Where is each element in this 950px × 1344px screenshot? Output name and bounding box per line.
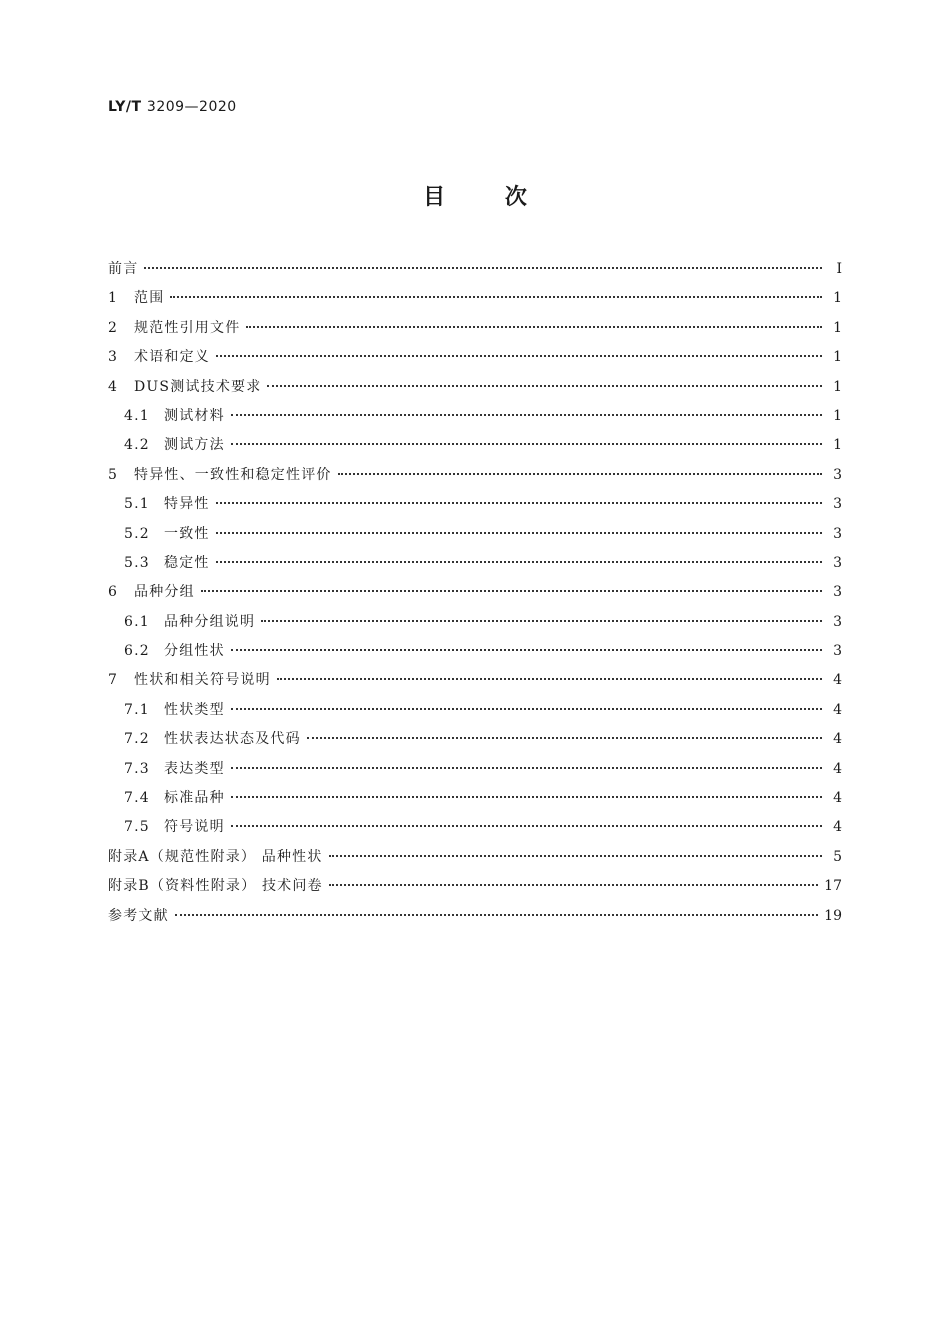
- toc-leader-dots: [144, 266, 822, 269]
- toc-entry-label: 附录A（规范性附录） 品种性状: [108, 848, 323, 865]
- toc-entry-number: 7.5: [124, 819, 150, 836]
- toc-entry-number: 4.1: [124, 407, 150, 424]
- toc-leader-dots: [267, 384, 822, 387]
- toc-entry-page: 1: [833, 319, 842, 336]
- toc-entry[interactable]: [108, 373, 842, 402]
- toc-entry[interactable]: [108, 784, 842, 813]
- toc-entry-number: 7.1: [124, 701, 150, 718]
- toc-leader-dots: [216, 560, 822, 563]
- toc-entry-number: 4: [108, 378, 119, 395]
- toc-entry-page: 4: [833, 819, 842, 836]
- toc-entry-label: 符号说明: [164, 819, 225, 836]
- toc-entry-number: 5.1: [124, 496, 150, 513]
- toc-entry[interactable]: [108, 637, 842, 666]
- standard-number: [108, 99, 237, 115]
- toc-entry[interactable]: [108, 520, 842, 549]
- toc-entry[interactable]: [108, 666, 842, 695]
- toc-entry-label: 品种分组: [134, 584, 195, 601]
- toc-entry-page: 4: [833, 731, 842, 748]
- table-of-contents: [108, 255, 842, 931]
- toc-entry-page: 3: [833, 496, 842, 513]
- toc-entry-page: 19: [824, 907, 842, 924]
- toc-entry-number: 4.2: [124, 437, 150, 454]
- toc-entry[interactable]: [108, 608, 842, 637]
- toc-entry-page: 4: [833, 701, 842, 718]
- toc-leader-dots: [231, 648, 822, 651]
- toc-entry-page: Ⅰ: [836, 261, 842, 277]
- toc-entry-label: 术语和定义: [134, 349, 210, 366]
- toc-entry-number: 7.3: [124, 760, 150, 777]
- toc-entry-number: 3: [108, 349, 119, 366]
- toc-entry-number: 5.2: [124, 525, 150, 542]
- toc-entry[interactable]: [108, 431, 842, 460]
- toc-leader-dots: [231, 795, 822, 798]
- toc-entry[interactable]: [108, 314, 842, 343]
- toc-entry[interactable]: [108, 255, 842, 284]
- title-char-left: 目: [423, 185, 446, 210]
- toc-entry-number: 7.2: [124, 731, 150, 748]
- toc-leader-dots: [231, 707, 822, 710]
- toc-entry[interactable]: [108, 549, 842, 578]
- toc-entry[interactable]: [108, 696, 842, 725]
- toc-leader-dots: [231, 766, 822, 769]
- toc-entry-page: 1: [833, 437, 842, 454]
- toc-leader-dots: [216, 531, 822, 534]
- toc-leader-dots: [231, 413, 822, 416]
- toc-entry-number: 7.4: [124, 790, 150, 807]
- toc-entry[interactable]: [108, 843, 842, 872]
- toc-entry-number: 6.1: [124, 613, 150, 630]
- toc-entry[interactable]: [108, 461, 842, 490]
- toc-entry-label: 标准品种: [164, 790, 225, 807]
- toc-entry-page: 3: [833, 643, 842, 660]
- toc-entry[interactable]: [108, 343, 842, 372]
- toc-entry[interactable]: [108, 578, 842, 607]
- toc-entry[interactable]: [108, 813, 842, 842]
- toc-entry-label: 附录B（资料性附录） 技术问卷: [108, 878, 323, 895]
- page-title: [0, 180, 950, 211]
- toc-entry-label: 测试方法: [164, 437, 225, 454]
- toc-leader-dots: [307, 736, 822, 739]
- toc-entry-label: 性状类型: [164, 701, 225, 718]
- toc-entry-number: 6.2: [124, 643, 150, 660]
- toc-entry-label: 规范性引用文件: [134, 319, 241, 336]
- toc-entry-page: 4: [833, 760, 842, 777]
- toc-entry-page: 3: [833, 554, 842, 571]
- toc-entry-page: 3: [833, 584, 842, 601]
- toc-entry-number: 5: [108, 466, 119, 483]
- toc-entry-number: 1: [108, 290, 119, 307]
- toc-entry-number: 5.3: [124, 554, 150, 571]
- toc-entry-page: 4: [833, 790, 842, 807]
- title-char-right: 次: [504, 185, 527, 210]
- toc-entry-page: 5: [833, 848, 842, 865]
- toc-leader-dots: [329, 854, 822, 857]
- toc-leader-dots: [170, 295, 822, 298]
- toc-entry-label: 分组性状: [164, 643, 225, 660]
- toc-entry-label: 性状表达状态及代码: [164, 731, 301, 748]
- toc-leader-dots: [246, 325, 822, 328]
- toc-entry[interactable]: [108, 725, 842, 754]
- toc-entry-label: 一致性: [164, 525, 210, 542]
- toc-leader-dots: [201, 589, 822, 592]
- toc-entry[interactable]: [108, 902, 842, 931]
- toc-entry-label: 表达类型: [164, 760, 225, 777]
- toc-entry-number: 6: [108, 584, 119, 601]
- toc-entry-page: 4: [833, 672, 842, 689]
- toc-entry-label: 特异性: [164, 496, 210, 513]
- toc-leader-dots: [231, 824, 822, 827]
- toc-entry-label: 参考文献: [108, 907, 169, 924]
- toc-leader-dots: [231, 442, 822, 445]
- toc-entry-label: 范围: [134, 290, 165, 307]
- standard-code: LY/T: [108, 99, 142, 115]
- toc-leader-dots: [277, 677, 822, 680]
- toc-leader-dots: [329, 883, 818, 886]
- toc-leader-dots: [261, 619, 822, 622]
- toc-entry-page: 1: [833, 349, 842, 366]
- toc-leader-dots: [175, 913, 818, 916]
- toc-entry-page: 1: [833, 407, 842, 424]
- toc-entry-label: 稳定性: [164, 554, 210, 571]
- toc-entry[interactable]: [108, 872, 842, 901]
- toc-leader-dots: [216, 354, 822, 357]
- standard-year-number: 3209—2020: [146, 99, 237, 115]
- toc-entry[interactable]: [108, 755, 842, 784]
- toc-leader-dots: [216, 501, 822, 504]
- toc-entry-page: 17: [824, 878, 842, 895]
- toc-entry-number: 7: [108, 672, 119, 689]
- toc-entry-number: 2: [108, 319, 119, 336]
- toc-entry-page: 3: [833, 525, 842, 542]
- toc-entry-label: 品种分组说明: [164, 613, 256, 630]
- toc-leader-dots: [338, 472, 822, 475]
- toc-entry[interactable]: [108, 284, 842, 313]
- toc-entry-page: 3: [833, 613, 842, 630]
- toc-entry[interactable]: [108, 490, 842, 519]
- toc-entry-label: 性状和相关符号说明: [134, 672, 271, 689]
- toc-entry-label: 前言: [108, 261, 139, 277]
- toc-entry-label: DUS测试技术要求: [134, 378, 262, 395]
- toc-entry-label: 测试材料: [164, 407, 225, 424]
- toc-entry-label: 特异性、一致性和稳定性评价: [134, 466, 332, 483]
- toc-entry-page: 1: [833, 290, 842, 307]
- toc-entry-page: 1: [833, 378, 842, 395]
- toc-entry[interactable]: [108, 402, 842, 431]
- toc-entry-page: 3: [833, 466, 842, 483]
